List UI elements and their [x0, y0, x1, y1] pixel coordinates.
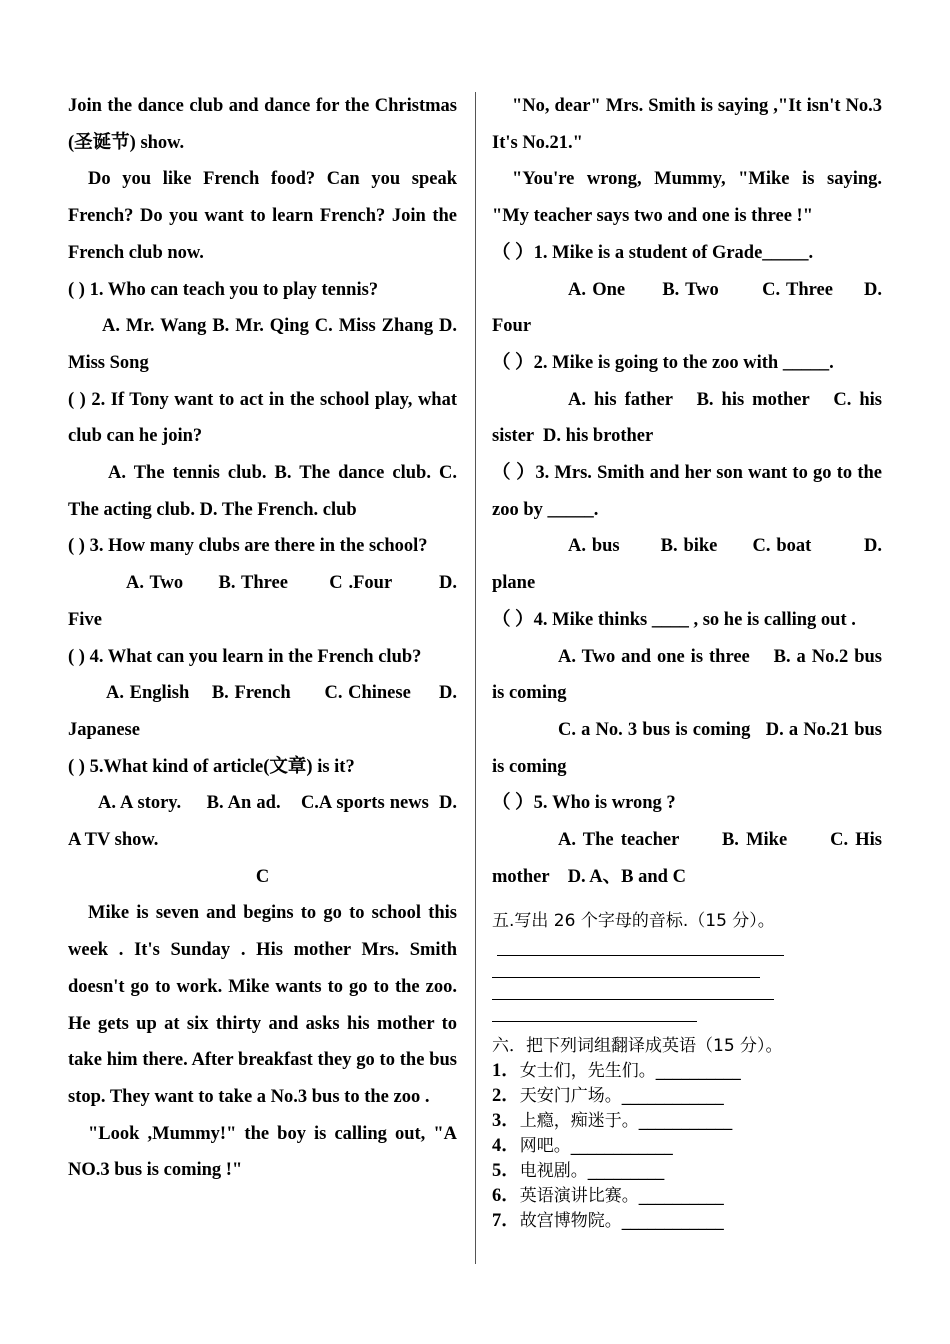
- section-5-title: 五.写出 26 个字母的音标.（15 分）。: [492, 911, 775, 932]
- answer-lines: [492, 935, 882, 1023]
- question-4-options-cd: C. a No. 3 bus is coming D. a No.21 bus is coming: [492, 719, 887, 777]
- passage-c-paragraph: "Look ,Mummy!" the boy is calling out, "A NO.3 bus is coming !": [68, 1123, 457, 1181]
- question-1: （ ）1. Mike is a student of Grade_____.: [492, 242, 814, 263]
- answer-blank[interactable]: ____________: [621, 1086, 724, 1107]
- item-text: 上瘾，痴迷于。: [519, 1111, 639, 1132]
- answer-blank[interactable]: ___________: [638, 1111, 733, 1132]
- question-4-options: A. English B. French C. Chinese D. Japanese: [68, 683, 462, 740]
- question-3: （ ）3. Mrs. Smith and her son want to go to the zoo by _____.: [492, 463, 882, 520]
- answer-blank[interactable]: _________: [587, 1161, 665, 1182]
- item-number: 6．: [492, 1186, 520, 1207]
- question-5: （ ）5. Who is wrong ?: [492, 793, 676, 814]
- item-number: 5．: [492, 1161, 520, 1182]
- section-heading-c: C: [255, 866, 270, 887]
- passage-c-paragraph: Mike is seven and begins to go to school this week . It's Sunday . His mother Mrs. Smith doesn't go to work. Mike wants to go to the zoo. He gets up at six thirty and asks his mother to take him there. After breakfast they go to the bus stop. They want to take a No.3 bus to the zoo .: [68, 903, 457, 1107]
- left-column: [68, 88, 462, 1189]
- answer-line[interactable]: [492, 935, 882, 957]
- question-3-options: A. bus B. bike C. boat D. plane: [492, 536, 887, 594]
- question-2: ( ) 2. If Tony want to act in the school play, what club can he join?: [68, 389, 457, 447]
- section-6-title: 六．把下列词组翻译成英语（15 分）。: [492, 1036, 783, 1057]
- passage-c-paragraph: "No, dear" Mrs. Smith is saying ,"It isn't No.3 It's No.21.": [492, 96, 882, 153]
- question-5: ( ) 5.What kind of article(文章) is it?: [68, 756, 355, 777]
- answer-line[interactable]: [492, 1001, 882, 1023]
- question-4: （ ）4. Mike thinks ____ , so he is calling out .: [492, 609, 856, 630]
- translation-item: [492, 1159, 882, 1184]
- item-text: 电视剧。: [519, 1161, 588, 1182]
- question-5-options: A. The teacher B. Mike C. His mother D. A、B and C: [492, 830, 887, 887]
- question-4: ( ) 4. What can you learn in the French club?: [68, 646, 422, 667]
- item-number: 4．: [492, 1136, 520, 1157]
- item-text: 故宫博物院。: [519, 1211, 622, 1232]
- column-divider: [475, 92, 476, 1264]
- answer-line[interactable]: [492, 957, 882, 979]
- question-2-options: A. The tennis club. B. The dance club. C. The acting club. D. The French. club: [68, 463, 457, 520]
- question-2-options: A. his father B. his mother C. his sister D. his brother: [492, 389, 887, 447]
- translation-item: [492, 1109, 882, 1134]
- question-4-options-ab: A. Two and one is three B. a No.2 bus is coming: [492, 646, 887, 704]
- item-text: 英语演讲比赛。: [519, 1186, 639, 1207]
- item-text: 女士们，先生们。: [519, 1061, 656, 1082]
- passage-c-paragraph: "You're wrong, Mummy, "Mike is saying. "My teacher says two and one is three !": [492, 169, 882, 227]
- item-number: 2．: [492, 1086, 520, 1107]
- passage-paragraph: Do you like French food? Can you speak French? Do you want to learn French? Join the French club now.: [68, 169, 457, 263]
- passage-paragraph: Join the dance club and dance for the Christmas (圣诞节) show.: [68, 96, 457, 153]
- item-number: 1．: [492, 1061, 520, 1082]
- translation-item: [492, 1134, 882, 1159]
- question-1-options: A. Mr. Wang B. Mr. Qing C. Miss Zhang D. Miss Song: [68, 316, 457, 373]
- answer-line[interactable]: [492, 979, 882, 1001]
- right-column: [492, 88, 887, 1234]
- question-2: （ ）2. Mike is going to the zoo with _____.: [492, 352, 834, 373]
- answer-blank[interactable]: __________: [655, 1061, 741, 1082]
- item-text: 网吧。: [519, 1136, 571, 1157]
- answer-blank[interactable]: __________: [638, 1186, 724, 1207]
- translation-item: [492, 1084, 882, 1109]
- answer-blank[interactable]: ____________: [570, 1136, 673, 1157]
- answer-blank[interactable]: ____________: [621, 1211, 724, 1232]
- translation-item: [492, 1184, 882, 1209]
- question-5-options: A. A story. B. An ad. C.A sports news D. A TV show.: [68, 793, 461, 851]
- item-number: 3．: [492, 1111, 520, 1132]
- question-1: ( ) 1. Who can teach you to play tennis?: [68, 279, 379, 300]
- translation-item: [492, 1059, 882, 1084]
- question-3-options: A. Two B. Three C .Four D. Five: [68, 573, 462, 630]
- item-text: 天安门广场。: [519, 1086, 622, 1107]
- translation-item: [492, 1209, 882, 1234]
- question-1-options: A. One B. Two C. Three D. Four: [492, 279, 887, 337]
- question-3: ( ) 3. How many clubs are there in the school?: [68, 536, 428, 557]
- translation-items: [492, 1059, 882, 1234]
- item-number: 7．: [492, 1211, 520, 1232]
